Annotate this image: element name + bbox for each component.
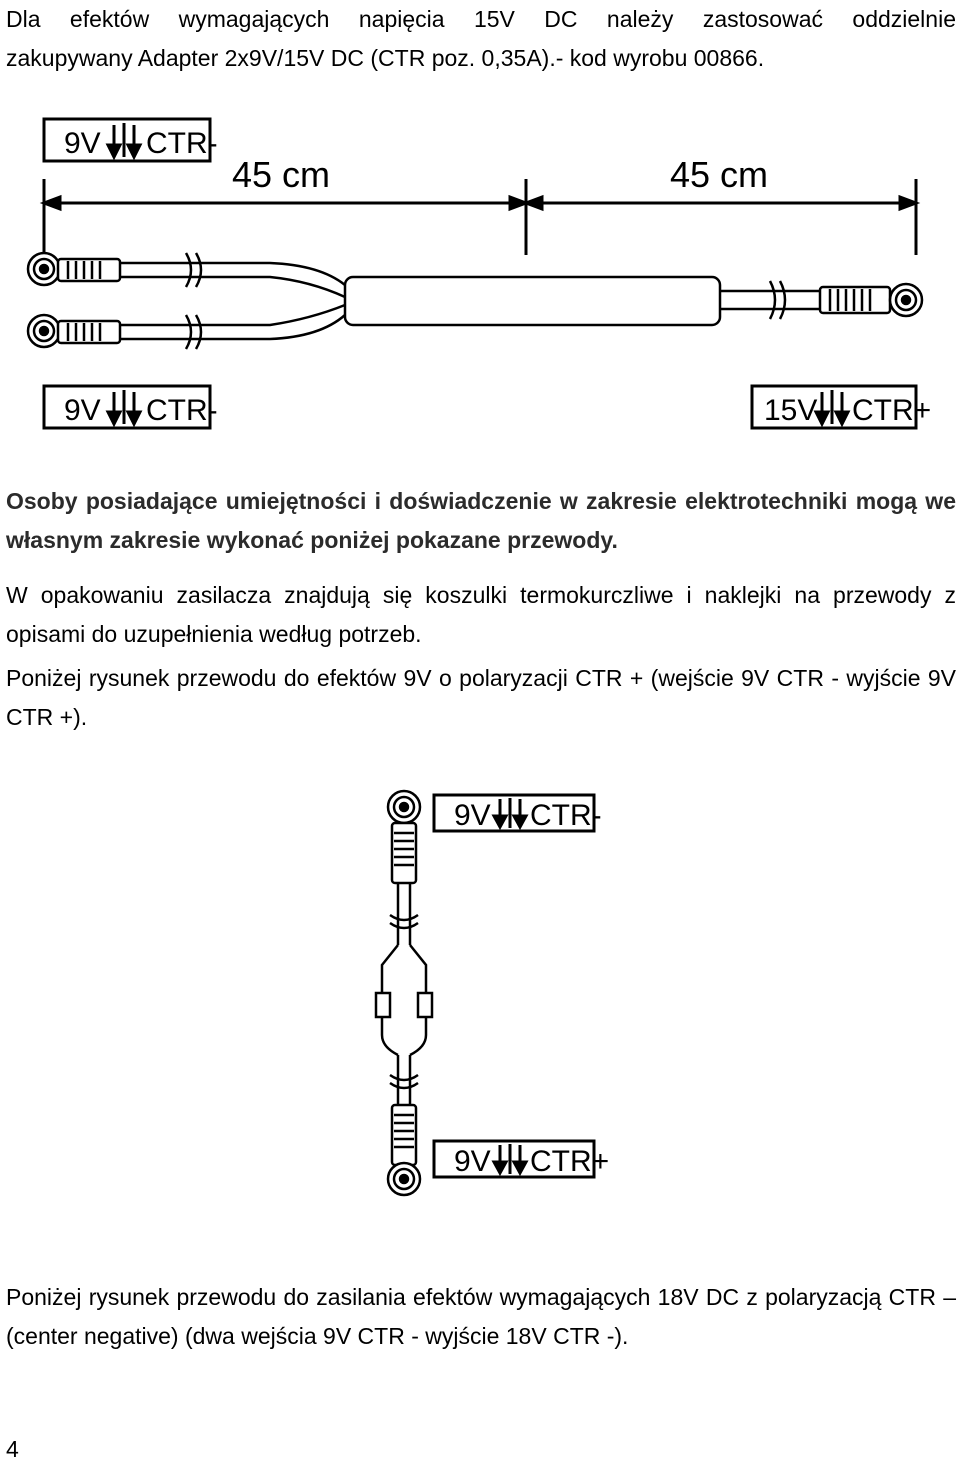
dimension-lines <box>44 179 916 255</box>
label-9v-ctr-plus <box>434 1141 609 1178</box>
label-9v-ctr-minus-top <box>44 119 218 161</box>
cable-18v-paragraph: Poniżej rysunek przewodu do zasilania efektów wymagających 18V DC z polaryzacją CTR – (center negative) (dwa wejścia 9V CTR - wyjście 18V CTR -). <box>6 1284 956 1349</box>
label-9v-ctr-minus-bottom <box>44 386 218 428</box>
label-15v-ctr-plus <box>752 386 931 428</box>
intro-line-1: Dla efektów wymagających napięcia 15V DC należy zastosować oddzielnie <box>6 6 956 32</box>
intro-line-2: zakupywany Adapter 2x9V/15V DC (CTR poz. 0,35A).- kod wyrobu 00866. <box>6 45 765 71</box>
label-polarity: CTR- <box>146 127 218 160</box>
page-number: 4 <box>6 1436 19 1462</box>
packaging-paragraph: W opakowaniu zasilacza znajdują się koszulki termokurczliwe i naklejki na przewody z opisami do uzupełnienia według potrzeb. <box>6 582 956 647</box>
svg-text:CTR+: CTR+ <box>530 1145 610 1178</box>
cable-vertical <box>376 791 432 1195</box>
bold-paragraph: Osoby posiadające umiejętności i doświadczenie w zakresie elektrotechniki mogą we własnym zakresie wykonać poniżej pokazane przewody. <box>6 488 956 553</box>
svg-text:9V: 9V <box>454 799 491 832</box>
polarity-cable-diagram <box>360 785 610 1205</box>
svg-text:CTR-: CTR- <box>530 799 602 832</box>
svg-text:CTR+: CTR+ <box>852 394 932 427</box>
adapter-diagram <box>0 105 960 435</box>
label-9v-ctr-minus <box>434 795 602 832</box>
svg-text:9V: 9V <box>454 1145 491 1178</box>
cable-assembly <box>28 253 922 349</box>
cable-9v-paragraph: Poniżej rysunek przewodu do efektów 9V o polaryzacji CTR + (wejście 9V CTR - wyjście 9V CTR +). <box>6 665 956 730</box>
svg-text:CTR-: CTR- <box>146 394 218 427</box>
dimension-left: 45 cm <box>232 154 331 195</box>
dimension-right: 45 cm <box>670 154 769 195</box>
svg-text:15V: 15V <box>764 394 818 427</box>
svg-text:9V: 9V <box>64 394 101 427</box>
label-voltage: 9V <box>64 127 101 160</box>
intro-text <box>6 0 956 78</box>
